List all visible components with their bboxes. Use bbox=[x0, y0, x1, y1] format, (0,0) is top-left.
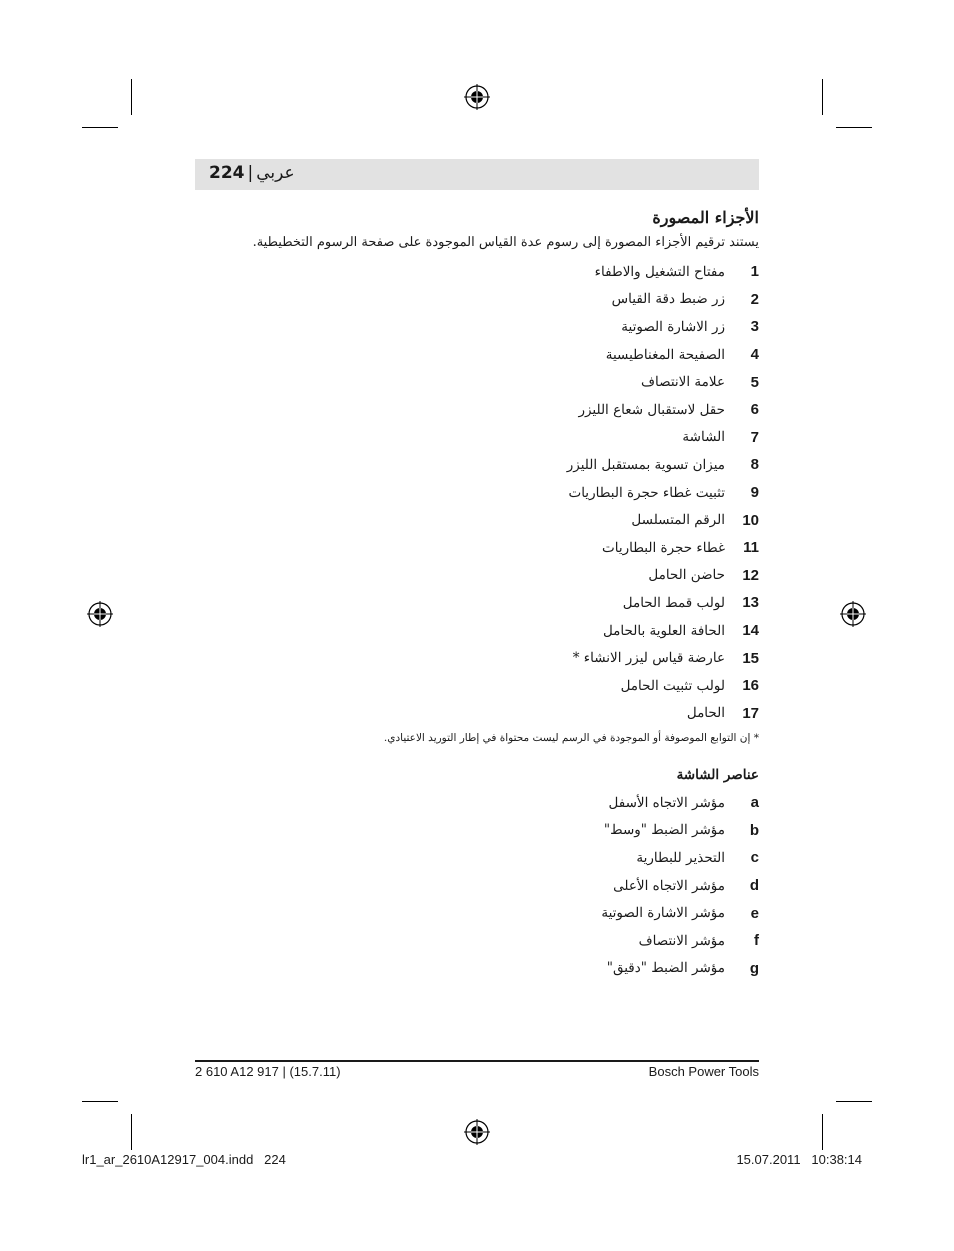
display-elements-title: عناصر الشاشة bbox=[676, 767, 759, 783]
crop-mark bbox=[836, 1101, 872, 1102]
header-separator: | bbox=[247, 163, 254, 183]
display-element-item-number: c bbox=[750, 849, 759, 867]
part-item bbox=[567, 617, 759, 645]
part-item bbox=[567, 700, 759, 728]
part-item-label: الحافة العلوية بالحامل bbox=[602, 622, 725, 639]
part-item-label: لولب تثبيت الحامل bbox=[620, 677, 725, 694]
intro-text: يستند ترقيم الأجزاء المصورة إلى رسوم عدة القياس الموجودة على صفحة الرسوم التخطيطية. bbox=[252, 235, 759, 250]
part-item-label: حقل لاستقبال شعاع الليزر bbox=[578, 401, 725, 418]
display-element-item-label: مؤشر الاتجاه الأعلى bbox=[613, 877, 725, 894]
part-item-label: الصفيحة المغناطيسية bbox=[605, 346, 725, 363]
part-item-label: الحامل bbox=[686, 705, 725, 722]
part-item-label: حاضن الحامل bbox=[648, 567, 725, 584]
part-item-label: مفتاح التشغيل والاطفاء bbox=[594, 263, 725, 280]
section-title: الأجزاء المصورة bbox=[652, 208, 759, 227]
part-item-number: 17 bbox=[742, 704, 759, 722]
display-element-item-number: a bbox=[750, 794, 759, 812]
part-item-number: 10 bbox=[742, 511, 759, 529]
display-element-item bbox=[601, 899, 759, 927]
registration-mark-icon bbox=[840, 601, 866, 627]
part-item bbox=[567, 589, 759, 617]
part-item-label: الرقم المتسلسل bbox=[631, 512, 725, 529]
part-item-label: عارضة قياس ليزر الانشاء * bbox=[572, 650, 725, 667]
page-header bbox=[195, 159, 759, 190]
part-item-number: 13 bbox=[742, 594, 759, 612]
part-item-number: 3 bbox=[750, 318, 759, 336]
part-item bbox=[567, 258, 759, 286]
display-element-item-number: e bbox=[750, 904, 759, 922]
header-language: عربي bbox=[256, 163, 295, 183]
display-element-item bbox=[601, 817, 759, 845]
part-item-number: 14 bbox=[742, 622, 759, 640]
display-element-item-label: مؤشر الاتجاه الأسفل bbox=[608, 794, 725, 811]
crop-mark bbox=[82, 1101, 118, 1102]
crop-mark bbox=[131, 1114, 132, 1150]
part-item-number: 11 bbox=[743, 539, 759, 557]
part-item bbox=[567, 424, 759, 452]
display-element-item bbox=[601, 872, 759, 900]
crop-mark bbox=[822, 79, 823, 115]
display-element-item-label: مؤشر الاشارة الصوتية bbox=[601, 905, 725, 922]
part-item-number: 9 bbox=[750, 484, 759, 502]
display-element-item-number: g bbox=[749, 959, 759, 977]
part-item-label: ميزان تسوية بمستقبل الليزر bbox=[566, 456, 725, 473]
page-number: 224 bbox=[209, 163, 245, 183]
footer-rule bbox=[195, 1060, 759, 1062]
slug-datetime: 15.07.2011 10:38:14 bbox=[736, 1152, 862, 1167]
page-header-text bbox=[209, 163, 295, 183]
part-item-number: 2 bbox=[750, 290, 759, 308]
display-element-item-label: مؤشر الانتصاف bbox=[638, 932, 725, 949]
slug-file: lr1_ar_2610A12917_004.indd 224 bbox=[82, 1152, 286, 1167]
display-element-item-number: b bbox=[749, 821, 759, 839]
part-item bbox=[567, 644, 759, 672]
footnote: * إن التوابع الموصوفة أو الموجودة في الرسم ليست محتواة في إطار التوريد الاعتيادي. bbox=[383, 732, 759, 744]
crop-mark bbox=[822, 1114, 823, 1150]
registration-mark-icon bbox=[464, 84, 490, 110]
part-item-number: 4 bbox=[750, 346, 759, 364]
display-element-item bbox=[601, 789, 759, 817]
part-item-label: تثبيت غطاء حجرة البطاريات bbox=[568, 484, 725, 501]
crop-mark bbox=[836, 127, 872, 128]
crop-mark bbox=[131, 79, 132, 115]
part-item bbox=[567, 506, 759, 534]
display-element-item-label: مؤشر الضبط "دقيق" bbox=[606, 960, 725, 977]
part-item-label: لولب قمط الحامل bbox=[622, 594, 725, 611]
display-element-item-number: f bbox=[754, 932, 759, 950]
part-item-label: زر الاشارة الصوتية bbox=[621, 318, 725, 335]
part-item bbox=[567, 396, 759, 424]
display-elements-list bbox=[601, 789, 759, 982]
part-item bbox=[567, 286, 759, 314]
part-item bbox=[567, 451, 759, 479]
display-element-item bbox=[601, 927, 759, 955]
footer-brand: Bosch Power Tools bbox=[648, 1064, 759, 1079]
part-item-label: غطاء حجرة البطاريات bbox=[602, 539, 725, 556]
display-element-item bbox=[601, 955, 759, 983]
part-item bbox=[567, 368, 759, 396]
part-item bbox=[567, 534, 759, 562]
crop-mark bbox=[82, 127, 118, 128]
part-item-number: 15 bbox=[742, 649, 759, 667]
display-element-item-number: d bbox=[749, 877, 759, 895]
part-item bbox=[567, 479, 759, 507]
part-item bbox=[567, 341, 759, 369]
part-item-number: 6 bbox=[750, 401, 759, 419]
part-item-number: 8 bbox=[750, 456, 759, 474]
part-item-number: 1 bbox=[750, 263, 759, 281]
display-element-item-label: مؤشر الضبط "وسط" bbox=[603, 822, 725, 839]
display-element-item bbox=[601, 844, 759, 872]
part-item-number: 16 bbox=[742, 677, 759, 695]
registration-mark-icon bbox=[87, 601, 113, 627]
parts-list bbox=[567, 258, 759, 727]
part-item-label: زر ضبط دقة القياس bbox=[611, 291, 725, 308]
part-item bbox=[567, 672, 759, 700]
registration-mark-icon bbox=[464, 1119, 490, 1145]
part-item bbox=[567, 562, 759, 590]
part-item-label: الشاشة bbox=[682, 429, 725, 446]
part-item-number: 7 bbox=[750, 428, 759, 446]
part-item-number: 12 bbox=[742, 566, 759, 584]
part-item bbox=[567, 313, 759, 341]
part-item-label: علامة الانتصاف bbox=[641, 374, 725, 391]
display-element-item-label: التحذير للبطارية bbox=[636, 849, 725, 866]
footer-doc-number: 2 610 A12 917 | (15.7.11) bbox=[195, 1064, 341, 1079]
part-item-number: 5 bbox=[750, 373, 759, 391]
